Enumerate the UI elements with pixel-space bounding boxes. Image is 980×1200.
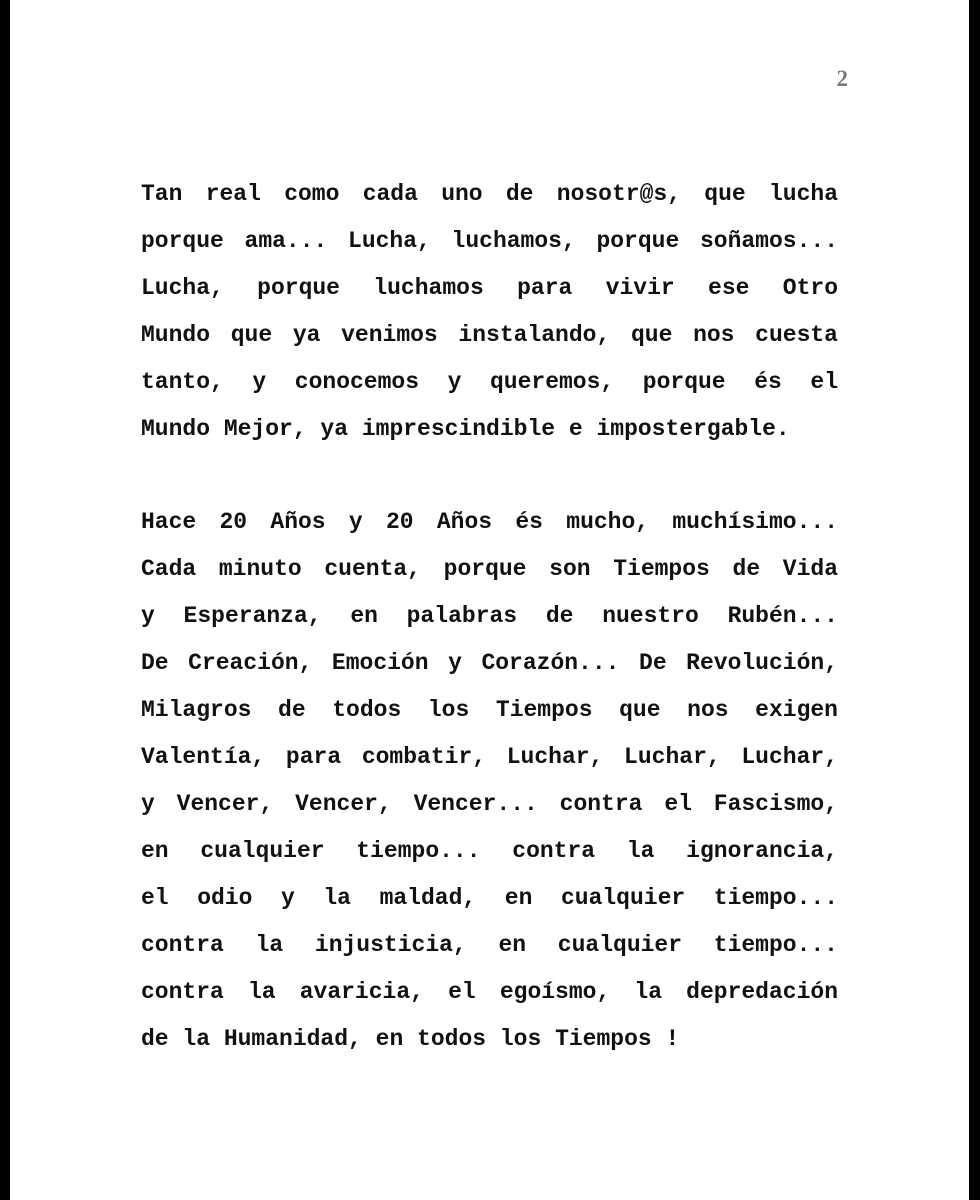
paragraph-line: contra la injusticia, en cualquier tiempo...: [141, 932, 838, 958]
paragraph-line: porque ama... Lucha, luchamos, porque soñamos...: [141, 228, 838, 254]
paragraph-line: Valentía, para combatir, Luchar, Luchar, Luchar,: [141, 744, 838, 770]
paragraph-line: Mundo que ya venimos instalando, que nos cuesta: [141, 322, 838, 348]
paragraph-line: de la Humanidad, en todos los Tiempos !: [141, 1026, 680, 1052]
paragraph-line: y Esperanza, en palabras de nuestro Rubén...: [141, 603, 838, 629]
paragraph-1: [141, 171, 838, 453]
paragraph-line: Tan real como cada uno de nosotr@s, que lucha: [141, 181, 838, 207]
page-number: 2: [836, 66, 848, 91]
paragraph-line: Milagros de todos los Tiempos que nos exigen: [141, 697, 838, 723]
document-page: [10, 0, 969, 1200]
paragraph-line: Hace 20 Años y 20 Años és mucho, muchísimo...: [141, 509, 838, 535]
paragraph-line: tanto, y conocemos y queremos, porque és el: [141, 369, 838, 395]
paragraph-line: Cada minuto cuenta, porque son Tiempos de Vida: [141, 556, 838, 582]
paragraph-line: Mundo Mejor, ya imprescindible e impostergable.: [141, 416, 790, 442]
paragraph-line: en cualquier tiempo... contra la ignorancia,: [141, 838, 838, 864]
paragraph-line: y Vencer, Vencer, Vencer... contra el Fascismo,: [141, 791, 838, 817]
paragraph-line: De Creación, Emoción y Corazón... De Revolución,: [141, 650, 838, 676]
paragraph-line: Lucha, porque luchamos para vivir ese Otro: [141, 275, 838, 301]
paragraph-line: contra la avaricia, el egoísmo, la depredación: [141, 979, 838, 1005]
paragraph-line: el odio y la maldad, en cualquier tiempo...: [141, 885, 838, 911]
paragraph-2: [141, 499, 838, 1063]
